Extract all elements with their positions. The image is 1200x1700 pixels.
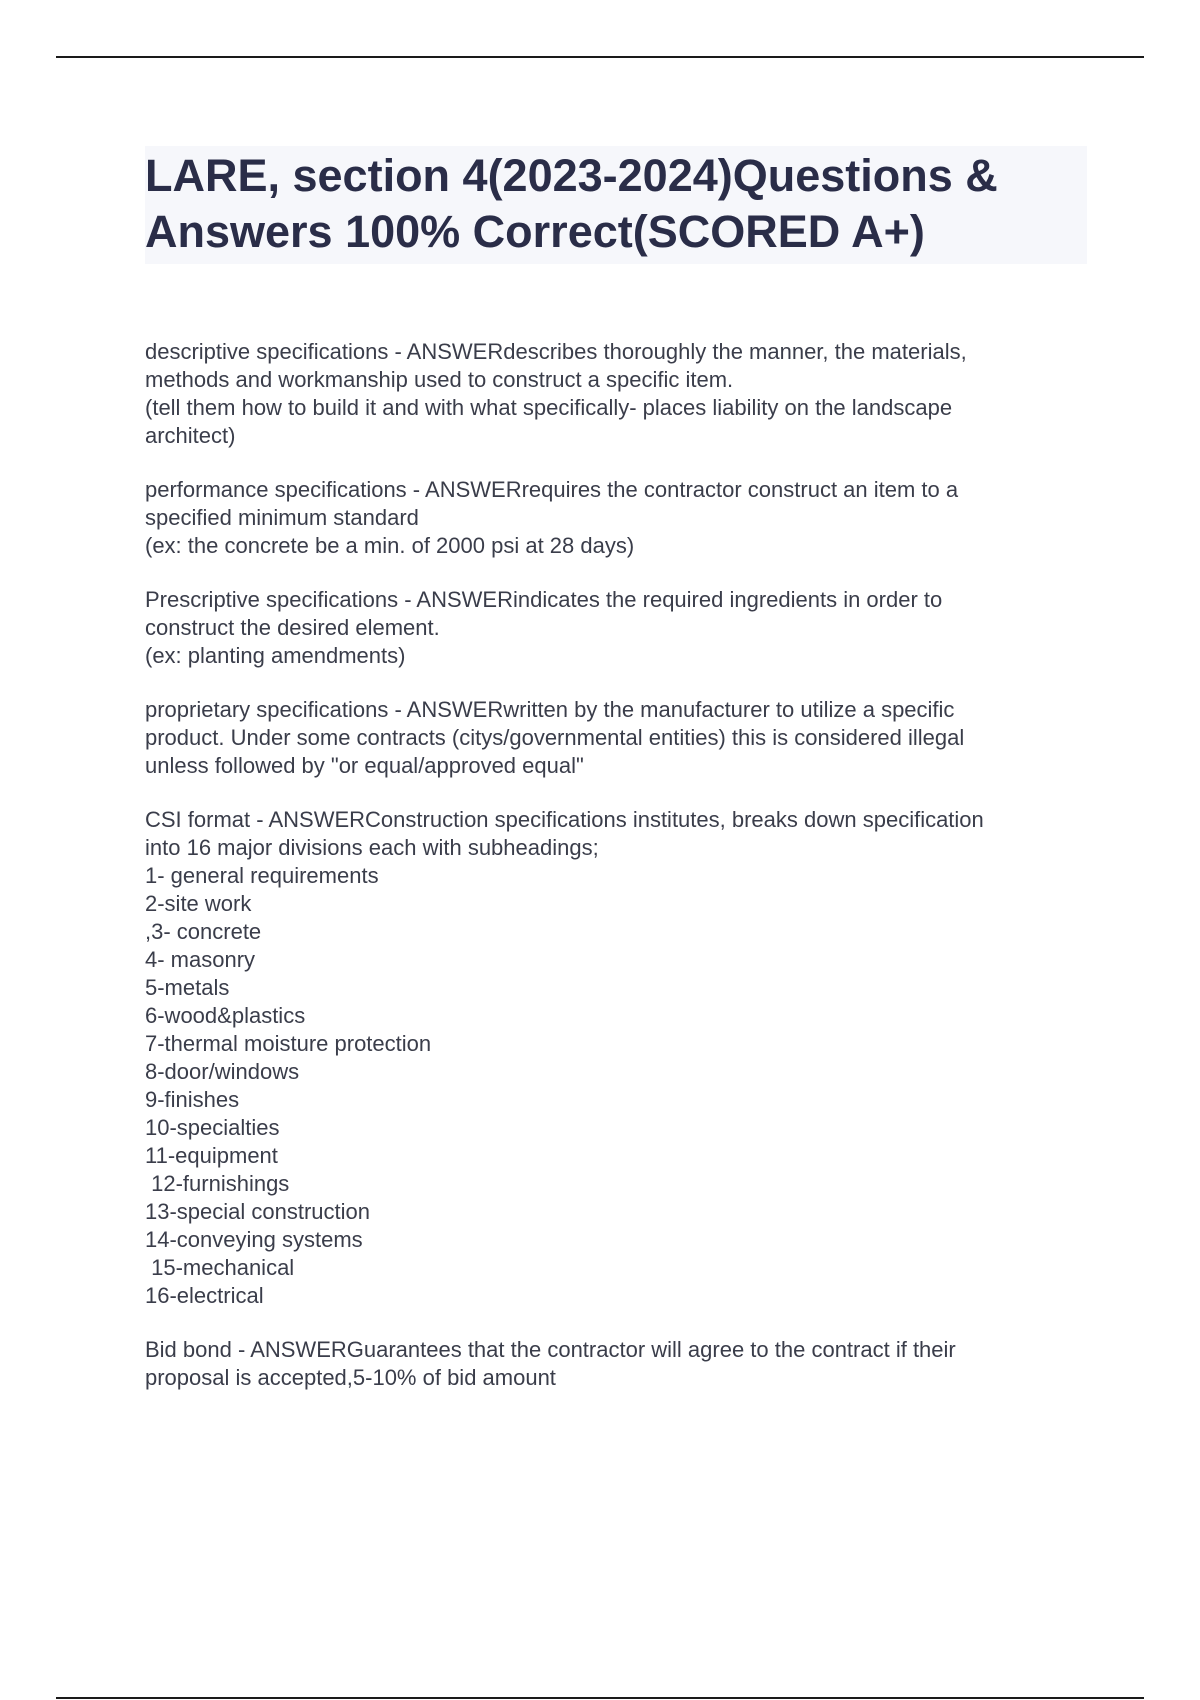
csi-division-item: 7-thermal moisture protection bbox=[145, 1031, 432, 1056]
qa-entry-performance-specifications bbox=[145, 476, 1085, 560]
entry-text-line: Bid bond - ANSWERGuarantees that the contractor will agree to the contract if their bbox=[145, 1337, 956, 1362]
csi-division-item: 13-special construction bbox=[145, 1199, 371, 1224]
entry-text-line: construct the desired element. bbox=[145, 615, 440, 640]
csi-division-item: 2-site work bbox=[145, 891, 252, 916]
csi-division-item: 10-specialties bbox=[145, 1115, 280, 1140]
csi-division-item: 8-door/windows bbox=[145, 1059, 300, 1084]
csi-division-item: 1- general requirements bbox=[145, 863, 379, 888]
qa-entry-bid-bond bbox=[145, 1336, 1085, 1392]
qa-entry-descriptive-specifications bbox=[145, 338, 1085, 450]
entry-text-line: Prescriptive specifications - ANSWERindicates the required ingredients in order to bbox=[145, 587, 943, 612]
csi-division-item: 9-finishes bbox=[145, 1087, 240, 1112]
entry-text-line: proposal is accepted,5-10% of bid amount bbox=[145, 1365, 556, 1390]
top-rule bbox=[56, 56, 1144, 58]
csi-division-item: 6-wood&plastics bbox=[145, 1003, 306, 1028]
csi-division-item: 15-mechanical bbox=[145, 1255, 295, 1280]
qa-entry-proprietary-specifications bbox=[145, 696, 1085, 780]
entry-text-line: descriptive specifications - ANSWERdescribes thoroughly the manner, the materials, bbox=[145, 339, 967, 364]
qa-entry-prescriptive-specifications bbox=[145, 586, 1085, 670]
qa-list bbox=[145, 338, 1085, 1418]
entry-text-line: (ex: the concrete be a min. of 2000 psi at 28 days) bbox=[145, 533, 635, 558]
entry-text-line: (tell them how to build it and with what specifically- places liability on the landscape bbox=[145, 395, 953, 420]
entry-text-line: into 16 major divisions each with subheadings; bbox=[145, 835, 599, 860]
entry-text-line: methods and workmanship used to construct a specific item. bbox=[145, 367, 734, 392]
csi-division-item: ,3- concrete bbox=[145, 919, 262, 944]
entry-text-line: specified minimum standard bbox=[145, 505, 419, 530]
csi-division-item: 4- masonry bbox=[145, 947, 256, 972]
entry-text-line: product. Under some contracts (citys/governmental entities) this is considered illegal bbox=[145, 725, 965, 750]
entry-text-line: proprietary specifications - ANSWERwritten by the manufacturer to utilize a specific bbox=[145, 697, 955, 722]
title-line-1: LARE, section 4(2023-2024)Questions & bbox=[145, 150, 998, 201]
csi-division-item: 12-furnishings bbox=[145, 1171, 290, 1196]
csi-division-item: 11-equipment bbox=[145, 1143, 278, 1168]
entry-text-line: unless followed by "or equal/approved equal" bbox=[145, 753, 584, 778]
csi-division-item: 16-electrical bbox=[145, 1283, 264, 1308]
qa-entry-csi-format bbox=[145, 806, 1085, 1310]
csi-division-item: 5-metals bbox=[145, 975, 230, 1000]
csi-division-item: 14-conveying systems bbox=[145, 1227, 363, 1252]
title-line-2: Answers 100% Correct(SCORED A+) bbox=[145, 206, 925, 257]
entry-text-line: CSI format - ANSWERConstruction specifications institutes, breaks down specification bbox=[145, 807, 984, 832]
document-title bbox=[145, 146, 1087, 264]
bottom-rule bbox=[56, 1697, 1144, 1699]
entry-text-line: (ex: planting amendments) bbox=[145, 643, 406, 668]
entry-text-line: architect) bbox=[145, 423, 236, 448]
entry-text-line: performance specifications - ANSWERrequires the contractor construct an item to a bbox=[145, 477, 959, 502]
